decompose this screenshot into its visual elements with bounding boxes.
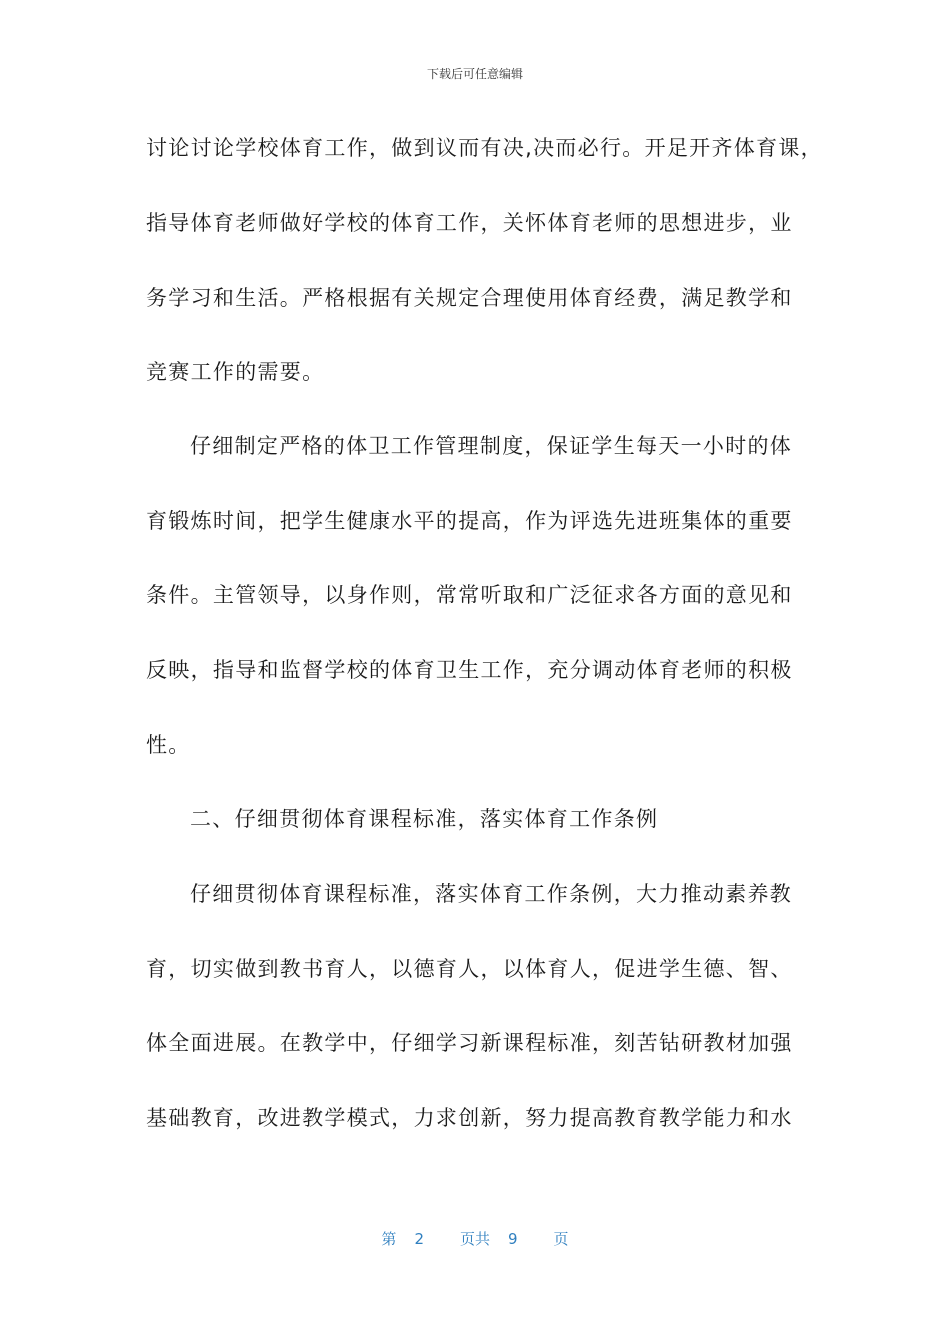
total-pages-number: 9 — [508, 1230, 518, 1248]
text-line: 讨论讨论学校体育工作，做到议而有决,决而必行。开足开齐体育课， — [146, 136, 823, 160]
text-line: 条件。主管领导，以身作则，常常听取和广泛征求各方面的意见和 — [146, 583, 793, 607]
text-line: 体全面进展。在教学中，仔细学习新课程标准，刻苦钻研教材加强 — [146, 1031, 793, 1055]
text-line: 性。 — [146, 733, 191, 757]
text-line: 指导体育老师做好学校的体育工作，关怀体育老师的思想进步，业 — [146, 211, 793, 235]
text-line: 育，切实做到教书育人，以德育人，以体育人，促进学生德、智、 — [146, 957, 793, 981]
text-line: 仔细制定严格的体卫工作管理制度，保证学生每天一小时的体 — [190, 434, 793, 458]
page-header: 下载后可任意编辑 — [426, 67, 523, 81]
page-prefix: 第 — [381, 1230, 397, 1248]
text-line: 反映，指导和监督学校的体育卫生工作，充分调动体育老师的积极 — [146, 658, 793, 682]
text-line: 务学习和生活。严格根据有关规定合理使用体育经费，满足教学和 — [146, 286, 793, 310]
page-suffix: 页 — [553, 1230, 569, 1248]
page-middle: 页共 — [459, 1230, 490, 1248]
text-line: 育锻炼时间，把学生健康水平的提高，作为评选先进班集体的重要 — [146, 509, 793, 533]
section-heading: 二、仔细贯彻体育课程标准，落实体育工作条例 — [190, 807, 659, 831]
page-footer — [0, 1229, 950, 1249]
text-line: 竞赛工作的需要。 — [146, 360, 325, 384]
current-page-number: 2 — [414, 1230, 424, 1248]
text-line: 仔细贯彻体育课程标准，落实体育工作条例，大力推动素养教 — [190, 882, 793, 906]
text-line: 基础教育，改进教学模式，力求创新，努力提高教育教学能力和水 — [146, 1106, 793, 1130]
